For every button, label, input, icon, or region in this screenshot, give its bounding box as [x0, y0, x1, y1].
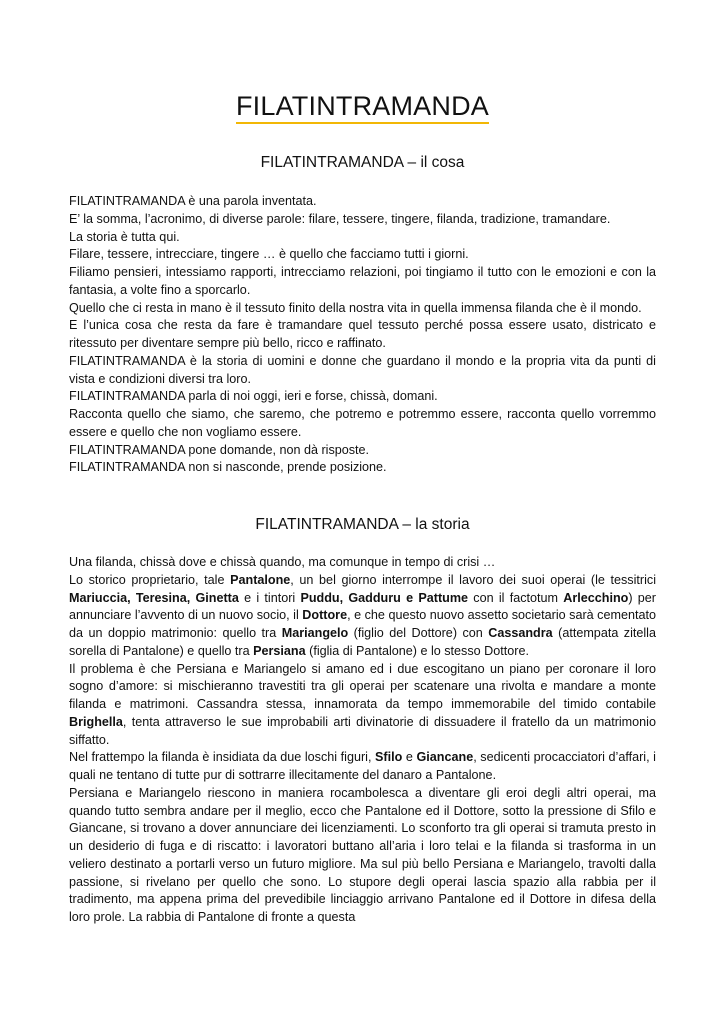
text-run: (attempata zitella sorella di Pantalone) e quello tra — [69, 626, 656, 658]
paragraph — [69, 749, 656, 785]
character-name: Persiana — [253, 643, 306, 658]
text-run: e — [402, 750, 417, 765]
character-name: Brighella — [69, 714, 123, 729]
section-body-la-storia — [69, 554, 656, 927]
character-name: Giancane — [416, 750, 474, 765]
text-run: Il problema è che Persiana e Mariangelo si amano ed i due escogitano un piano per coronare il loro sogno d’amore: si mischieranno travestiti tra gli operai per scatenare una rivolta e mandare a monte filanda e matrimoni. Cassandra stessa, innamorata da tempo immemorabile del timido contabile — [69, 661, 656, 711]
text-run: con il factotum — [468, 590, 564, 605]
paragraph: FILATINTRAMANDA è la storia di uomini e donne che guardano il mondo e la propria vita da punti di vista e condizioni diversi tra loro. — [69, 353, 656, 386]
character-name: Cassandra — [488, 626, 553, 640]
text-run: , sedicenti procacciatori d’affari, i quali ne tentano di tutte pur di sottrarre illecitamente del danaro a Pantalone. — [69, 750, 656, 782]
paragraph: FILATINTRAMANDA non si nasconde, prende posizione. — [69, 460, 387, 475]
text-run: (figlia di Pantalone) e lo stesso Dottore. — [305, 643, 529, 658]
paragraph: Una filanda, chissà dove e chissà quando, ma comunque in tempo di crisi … — [69, 555, 496, 569]
paragraph: Quello che ci resta in mano è il tessuto finito della nostra vita in quella immensa filanda che è il mondo. — [69, 300, 642, 315]
character-name: Arlecchino — [563, 590, 629, 605]
text-run: e i tintori — [238, 590, 301, 605]
paragraph — [69, 572, 656, 661]
paragraph: Persiana e Mariangelo riescono in maniera rocambolesca a diventare gli eroi degli altri operai, ma quando tutto sembra andare per il meglio, ecco che Pantalone ed il Dottore, sotto la pressione di Sfilo e Giancane, si trovano a dover annunciare dei licenziamenti. Lo sconforto tra gli operai si tramuta presto in un desiderio di fuga e di riscatto: i lavoratori buttano all’aria i loro telai e la filanda si trasforma in un veliero destinato a portarli verso un futuro migliore. Ma sul più bello Persiana e Mariangelo, travolti dalla passione, si rivelano per quello che sono. Lo stupore degli operai lascia spazio alla rabbia per il tradimento, ma appena prima del prevedibile linciaggio arrivano Pantalone ed il Dottore in difesa della loro prole. La rabbia di Pantalone di fronte a questa — [69, 785, 656, 924]
character-name: Mariangelo — [281, 626, 349, 640]
paragraph: Filiamo pensieri, intessiamo rapporti, intrecciamo relazioni, poi tingiamo il tutto con le emozioni e con la fantasia, a volte fino a sporcarlo. — [69, 265, 656, 297]
character-name: Pantalone — [230, 572, 291, 587]
text-run: Nel frattempo la filanda è insidiata da due loschi figuri, — [69, 750, 376, 765]
document-title-text: FILATINTRAMANDA — [236, 91, 489, 124]
paragraph: Filare, tessere, intrecciare, tingere … è quello che facciamo tutti i giorni. — [69, 247, 469, 262]
section-heading-la-storia: FILATINTRAMANDA – la storia — [255, 516, 470, 533]
paragraph — [69, 661, 656, 750]
document-title — [69, 88, 656, 124]
paragraph: FILATINTRAMANDA pone domande, non dà risposte. — [69, 442, 370, 457]
paragraph: E’ la somma, l’acronimo, di diverse parole: filare, tessere, tingere, filanda, tradizione, tramandare. — [69, 211, 611, 226]
paragraph: FILATINTRAMANDA è una parola inventata. — [69, 194, 317, 208]
paragraph: FILATINTRAMANDA parla di noi oggi, ieri e forse, chissà, domani. — [69, 389, 438, 404]
paragraph: Racconta quello che siamo, che saremo, che potremo e potremmo essere, racconta quello vorremmo essere e quello che non vogliamo essere. — [69, 407, 656, 439]
text-run: , un bel giorno interrompe il lavoro dei suoi operai (le tessitrici — [290, 572, 656, 587]
text-run: (figlio del Dottore) con — [348, 626, 489, 640]
section-body-il-cosa — [69, 193, 656, 477]
character-name: Sfilo — [375, 750, 403, 765]
character-name: Mariuccia, Teresina, Ginetta — [69, 590, 239, 605]
paragraph: La storia è tutta qui. — [69, 229, 180, 244]
character-name: Puddu, Gadduru e Pattume — [300, 590, 469, 605]
character-name: Dottore — [302, 608, 348, 623]
text-run: , tenta attraverso le sue improbabili arti divinatorie di dissuadere il fratello da un matrimonio siffatto. — [69, 714, 656, 747]
text-run: Lo storico proprietario, tale — [69, 572, 231, 587]
text-run: ) per annunciare l’avvento di un nuovo socio, il — [69, 590, 656, 623]
section-heading-il-cosa: FILATINTRAMANDA – il cosa — [260, 154, 465, 171]
paragraph: E l’unica cosa che resta da fare è tramandare quel tessuto perché possa essere usato, districato e ritessuto per diventare sempre più bello, ricco e raffinato. — [69, 318, 656, 350]
text-run: , e che questo nuovo assetto societario sarà cementato da un doppio matrimonio: quello tra — [69, 608, 656, 640]
